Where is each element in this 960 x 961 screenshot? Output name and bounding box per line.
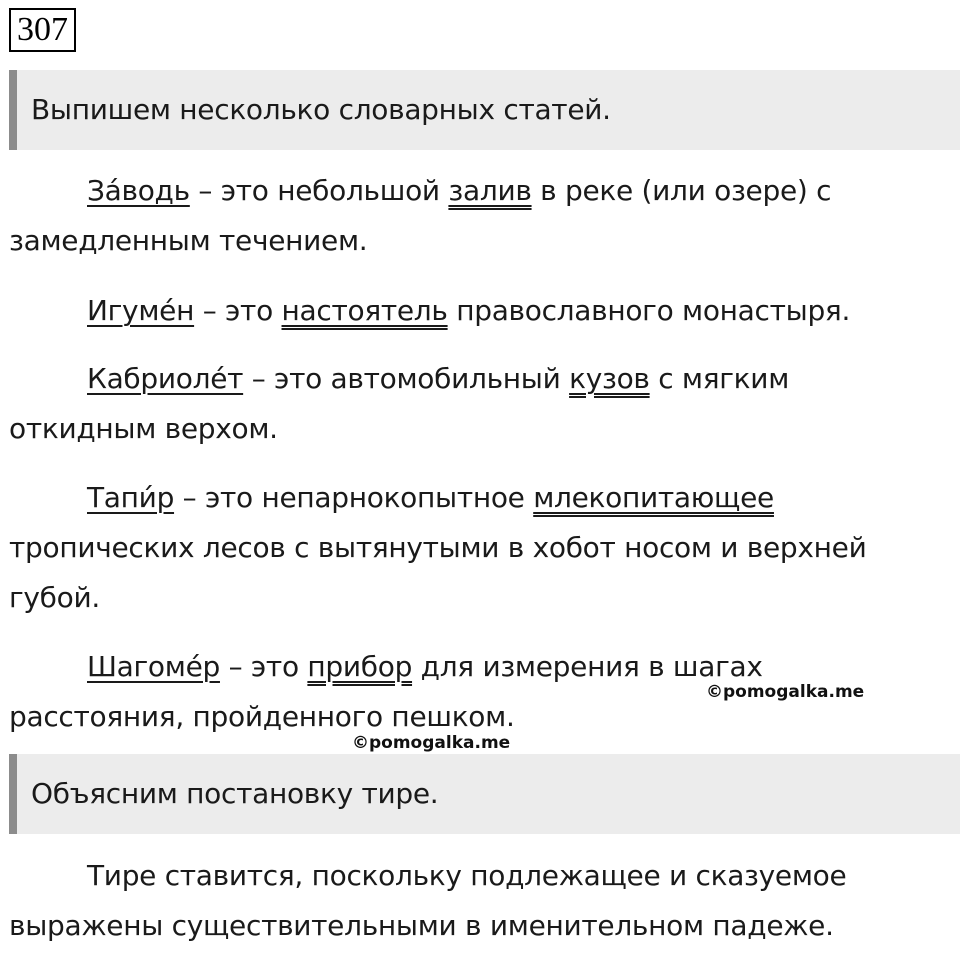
entry-term: Кабриоле́т xyxy=(87,362,244,395)
dictionary-entry-2: Игуме́н – это настоятель православного монастыря. xyxy=(87,294,851,327)
entry-term: За́водь xyxy=(87,174,190,207)
entry-generic-word: настоятель xyxy=(281,294,448,327)
watermark: ©pomogalka.me xyxy=(352,733,511,753)
dictionary-entry-4: Тапи́р – это непарнокопытное млекопитающее тропических лесов с вытянутыми в хобот носом и верхней губой. xyxy=(9,481,867,614)
dictionary-entry-1: За́водь – это небольшой залив в реке (или озере) с замедленным течением. xyxy=(9,174,832,257)
entry-term: Тапи́р xyxy=(87,481,175,514)
entry-generic-word: млекопитающее xyxy=(533,481,774,514)
entry-generic-word: прибор xyxy=(307,650,413,683)
entry-generic-word: залив xyxy=(448,174,532,207)
entry-generic-word: кузов xyxy=(569,362,650,395)
entry-term: Игуме́н xyxy=(87,294,195,327)
dictionary-entry-3: Кабриоле́т – это автомобильный кузов с мягким откидным верхом. xyxy=(9,362,790,445)
task-number: 307 xyxy=(9,8,76,52)
dictionary-entry-5: Шагоме́р – это прибор для измерения в шагах расстояния, пройденного пешком. xyxy=(9,650,763,733)
explanation-paragraph: Тире ставится, поскольку подлежащее и сказуемое выражены существительными в именительном падеже. xyxy=(9,859,847,942)
section-heading-1: Выпишем несколько словарных статей. xyxy=(9,70,960,150)
watermark: ©pomogalka.me xyxy=(706,682,865,702)
section-heading-2: Объясним постановку тире. xyxy=(9,754,960,834)
entry-term: Шагоме́р xyxy=(87,650,220,683)
